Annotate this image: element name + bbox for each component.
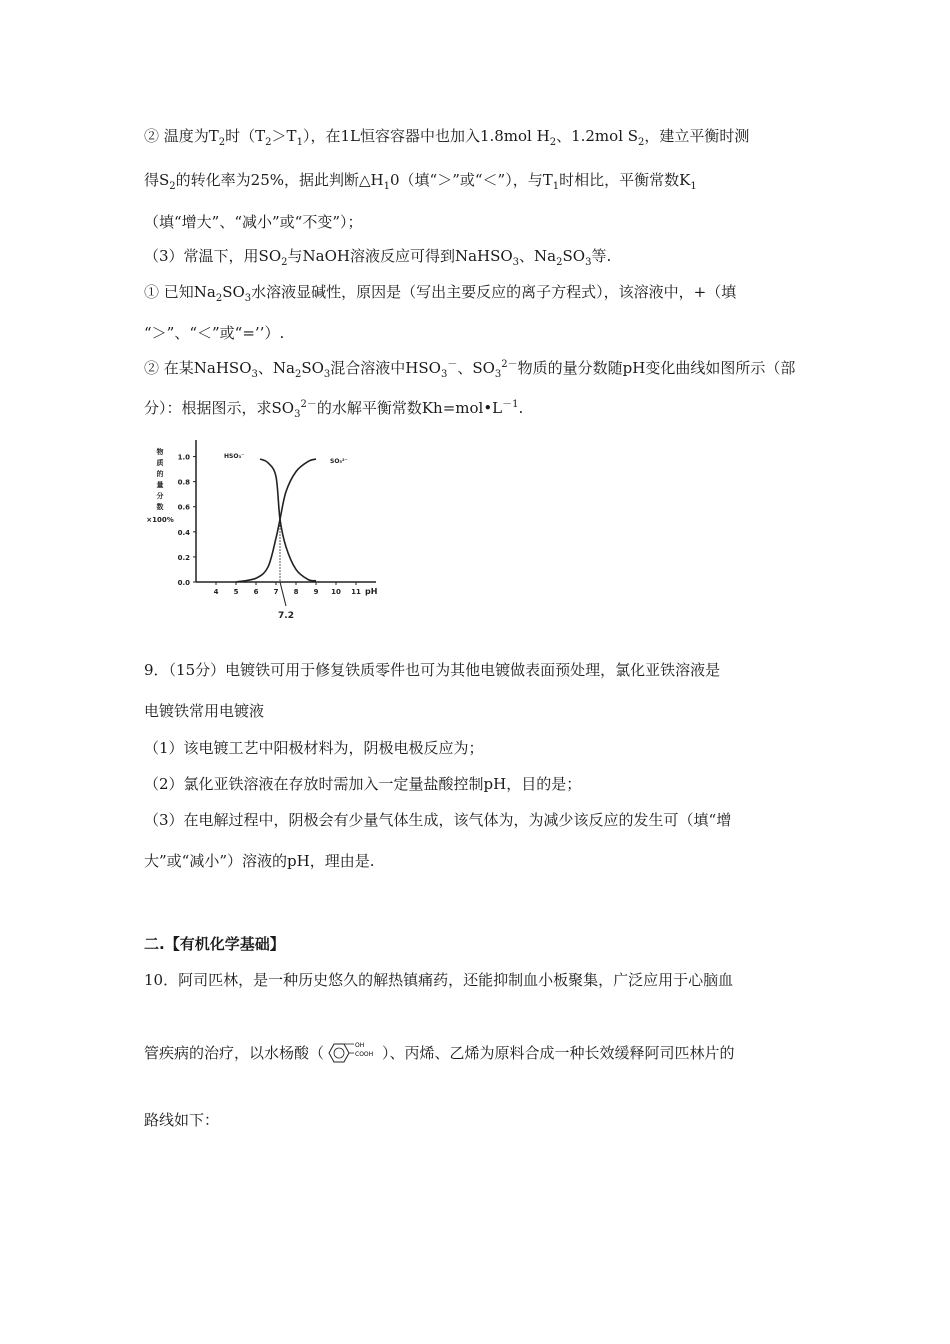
y-axis-label-char: 数	[156, 503, 164, 511]
q2-line-3: （填“增大”、“减小”或“不变”）；	[144, 213, 363, 231]
y-axis-label-char: 量	[156, 481, 164, 489]
x-axis-label: pH	[365, 587, 378, 596]
mol-oh-label: OH	[355, 1042, 365, 1049]
annotation-pointer	[280, 582, 286, 606]
mol-cooh-label: COOH	[355, 1051, 374, 1058]
q9-line-1: 9．（15分）电镀铁可用于修复铁质零件也可为其他电镀做表面预处理，氯化亚铁溶液是	[144, 661, 721, 679]
q9-part-1: （1）该电镀工艺中阳极材料为，阴极电极反应为；	[144, 739, 484, 757]
y-tick-label: 0.2	[177, 553, 190, 562]
q3-sub2-line-1: ② 在某NaHSO$_3$、$Na_2SO_3$混合溶液中$HSO_3^-$、$SO_3^{2-}$物质的量分数随pH变化曲线如图所示（部	[144, 359, 796, 380]
q3-sub1-line-1: ① 已知$Na_2SO_3$水溶液显碱性，原因是（写出主要反应的离子方程式），该溶液中，+（填	[144, 283, 737, 304]
salicylic-acid-structure	[324, 1040, 382, 1068]
q10-line-2: 管疾病的治疗，以水杨酸（ OH COOH ）、丙烯、乙烯为原料合成一种长效缓释阿司匹林片的	[144, 1040, 735, 1068]
y-axis-label-char: 的	[156, 470, 164, 478]
mole-fraction-chart	[138, 432, 388, 632]
q10-line-1: 10．阿司匹林，是一种历史悠久的解热镇痛药，还能抑制血小板聚集，广泛应用于心脑血	[144, 971, 734, 989]
x-tick-label: 5	[233, 588, 239, 596]
y-tick-label: 0.0	[177, 579, 190, 587]
y-tick-label: 0.8	[177, 478, 190, 487]
y-axis-label-suffix: ×100%	[146, 516, 174, 524]
section-heading: 二.【有机化学基础】	[144, 935, 285, 953]
q3-sub1-line-2: “＞”、“＜”或“=’’）.	[144, 324, 285, 342]
q9-part-3-line-2: 大”或“减小”）溶液的pH，理由是.	[144, 852, 375, 870]
y-tick-label: 1.0	[177, 453, 190, 462]
q9-part-2: （2）氯化亚铁溶液在存放时需加入一定量盐酸控制pH，目的是；	[144, 775, 582, 793]
annotation-label: 7.2	[278, 611, 294, 621]
y-axis-label	[146, 447, 174, 524]
hso3-curve	[260, 459, 316, 581]
y-axis-label-char: 物	[156, 448, 164, 456]
q2-line-1: ② 温度为$T_2$时$(T_2>T_1)$，在1L恒容容器中也加入1.8mol $H_2$、1.2mol $S_2$，建立平衡时测	[144, 127, 750, 148]
q3-sub2-line-2: 分）：根据图示，求$SO_3^{2-}$的水解平衡常数$Kh=mol•L^{-1}$.	[144, 399, 524, 420]
q10-line-3: 路线如下：	[144, 1111, 220, 1129]
x-tick-label: 4	[213, 588, 219, 596]
x-tick-label: 6	[253, 588, 259, 596]
y-tick-label: 0.6	[177, 503, 190, 512]
x-tick-label: 8	[293, 588, 299, 596]
y-axis-label-char: 分	[156, 492, 164, 500]
q3-intro: （3）常温下，用$SO_2$与NaOH溶液反应可得到NaHSO$_3$、$Na_2SO_3$等.	[144, 247, 612, 268]
y-tick-label: 0.4	[177, 528, 190, 537]
y-axis-label-char: 质	[156, 459, 164, 467]
q9-part-3-line-1: （3）在电解过程中，阴极会有少量气体生成，该气体为，为减少该反应的发生可（填“增	[144, 811, 732, 829]
x-tick-label: 9	[313, 588, 319, 596]
q9-line-2: 电镀铁常用电镀液	[144, 702, 265, 720]
x-tick-label: 11	[351, 588, 361, 596]
x-tick-label: 10	[331, 588, 341, 596]
q2-line-2: 得$S_2$的转化率为25%，据此判断$\triangle H_10$（填“＞”或“＜”），与$T_1$时相比，平衡常数$K_1$	[144, 171, 697, 192]
hso3-legend-label: HSO₃⁻	[224, 452, 245, 460]
so3-legend-label: SO₃²⁻	[330, 457, 348, 465]
x-tick-label: 7	[273, 588, 279, 596]
